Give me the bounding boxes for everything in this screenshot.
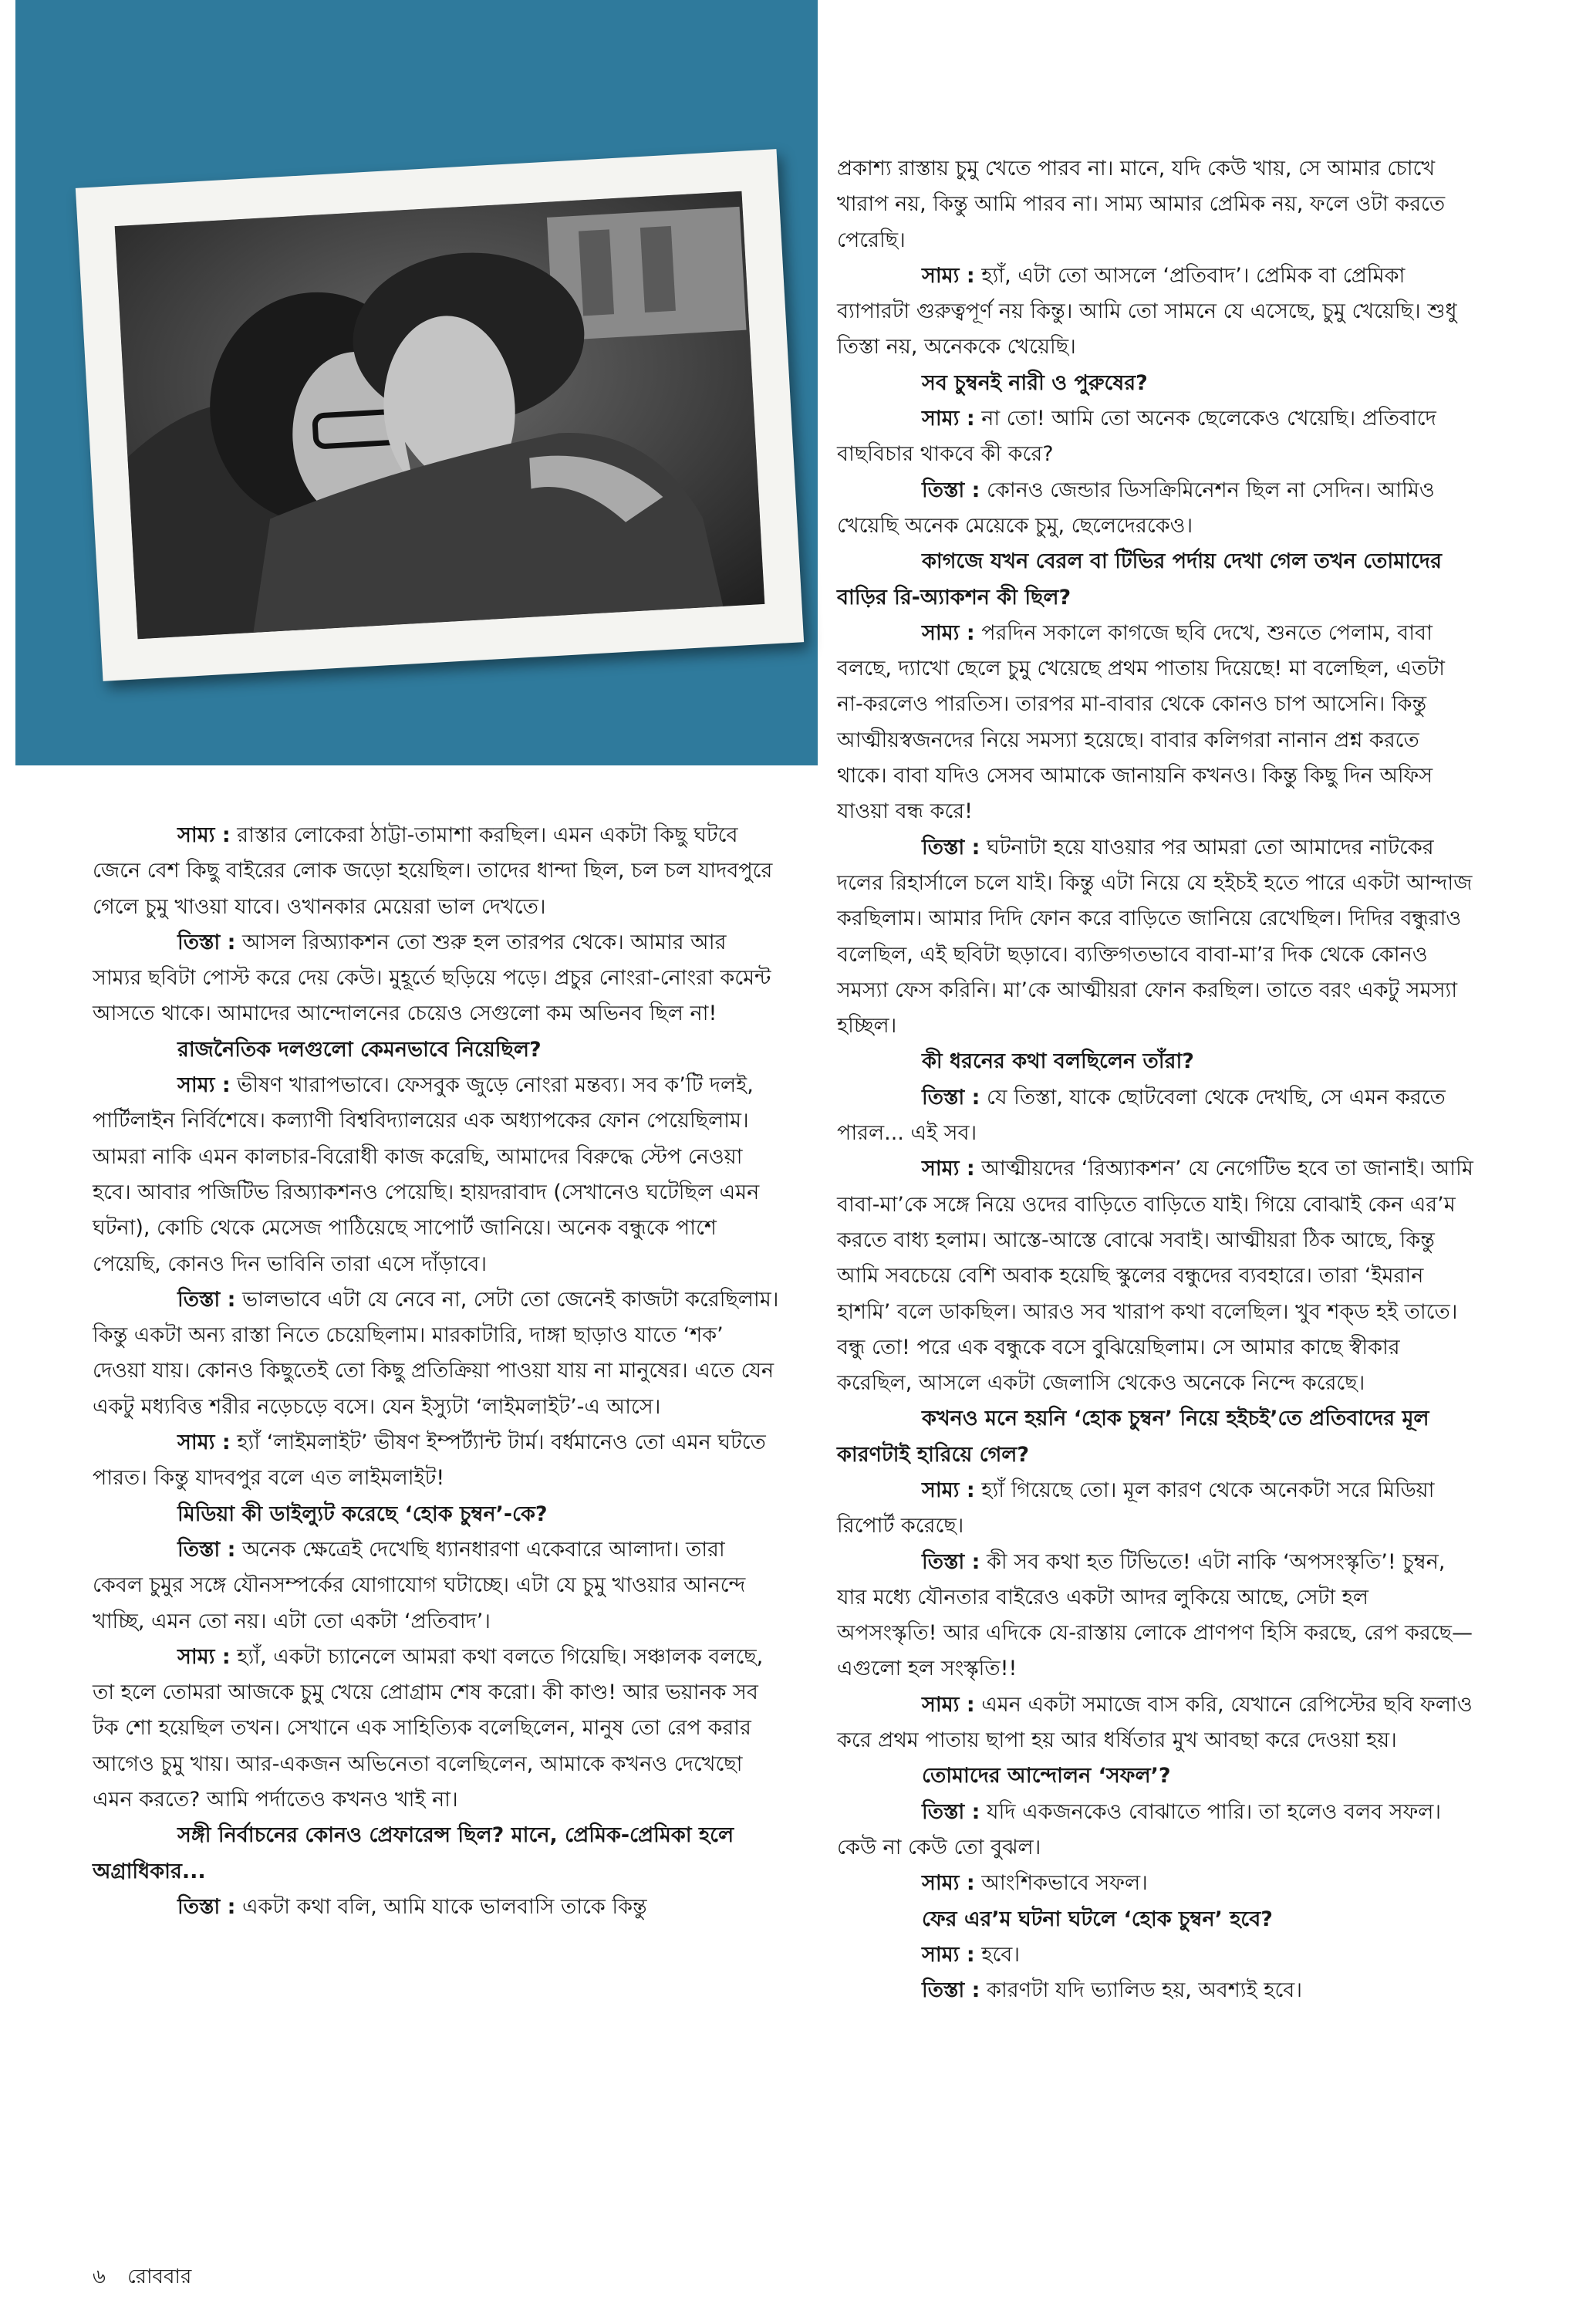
answer-text: রাস্তার লোকেরা ঠাট্টা-তামাশা করছিল। এমন একটা কিছু ঘটবে জেনে বেশ কিছু বাইরের লোক জড়ো হয়েছিল। তাদের ধান্দা ছিল, চল চল যাদবপুরে গেলে চুমু খাওয়া যাবে। ওখানকার মেয়েরা ভাল দেখতে। <box>93 823 773 919</box>
answer-text: প্রকাশ্য রাস্তায় চুমু খেতে পারব না। মানে, যদি কেউ খায়, সে আমার চোখে খারাপ নয়, কিন্তু আমি পারব না। সাম্য আমার প্রেমিক নয়, ফলে ওটা করতে পেরেছি। <box>837 157 1446 252</box>
speaker-name: তিস্তা : <box>177 930 236 954</box>
speaker-name: সাম্য : <box>922 620 975 645</box>
interview-question <box>837 1044 1473 1079</box>
interview-answer <box>837 151 1473 258</box>
speaker-name: সাম্য : <box>177 1073 231 1098</box>
answer-text: হবে। <box>974 1942 1020 1967</box>
interview-answer <box>93 1640 779 1818</box>
speaker-name: সাম্য : <box>922 1942 975 1967</box>
answer-text: আংশিকভাবে সফল। <box>974 1871 1148 1896</box>
speaker-name: তিস্তা : <box>177 1894 236 1919</box>
speaker-name: তিস্তা : <box>177 1537 236 1562</box>
question-text: তোমাদের আন্দোলন ‘সফল’? <box>922 1764 1171 1789</box>
answer-text: যদি একজনকেও বোঝাতে পারি। তা হলেও বলব সফল। কেউ না কেউ তো বুঝল। <box>837 1799 1442 1860</box>
question-text: ফের এর’ম ঘটনা ঘটলে ‘হোক চুম্বন’ হবে? <box>922 1907 1273 1931</box>
interview-answer <box>837 401 1473 473</box>
speaker-name: তিস্তা : <box>922 1549 980 1574</box>
question-text: কাগজে যখন বেরল বা টিভির পর্দায় দেখা গেল তখন তোমাদের বাড়ির রি-অ্যাকশন কী ছিল? <box>837 549 1442 610</box>
interview-question <box>93 1032 779 1068</box>
answer-text: হ্যাঁ, একটা চ্যানেলে আমরা কথা বলতে গিয়েছি। সঞ্চালক বলছে, তা হলে তোমরা আজকে চুমু খেয়ে প্রোগ্রাম শেষ করো। কী কাণ্ড! আর ভয়ানক সব টক শো হয়েছিল তখন। সেখানে এক সাহিত্যিক বলেছিলেন, মানুষ তো রেপ করার আগেও চুমু খায়। আর-একজন অভিনেতা বলেছিলেন, আমাকে কখনও দেখেছো এমন করতে? আমি পর্দাতেও কখনও খাই না। <box>93 1644 764 1812</box>
answer-text: কী সব কথা হত টিভিতে! এটা নাকি ‘অপসংস্কৃতি’! চুম্বন, যার মধ্যে যৌনতার বাইরেও একটা আদর লুকিয়ে আছে, সেটা হল অপসংস্কৃতি! আর এদিকে যে-রাস্তায় লোকে প্রাণপণ হিসি করছে, রেপ করছে—এগুলো হল সংস্কৃতি!! <box>837 1549 1473 1681</box>
question-text: মিডিয়া কী ডাইল্যুট করেছে ‘হোক চুম্বন’-কে? <box>177 1501 548 1526</box>
interview-answer <box>93 1068 779 1282</box>
answer-text: কারণটা যদি ভ্যালিড হয়, অবশ্যই হবে। <box>980 1978 1302 2003</box>
interview-answer <box>837 473 1473 545</box>
speaker-name: সাম্য : <box>177 1431 231 1455</box>
interview-answer <box>93 1282 779 1425</box>
answer-text: আত্মীয়দের ‘রিঅ্যাকশন’ যে নেগেটিভ হবে তা জানাই। আমি বাবা-মা’কে সঙ্গে নিয়ে ওদের বাড়িতে বাড়িতে যাই। গিয়ে বোঝাই কেন এর’ম করতে বাধ্য হলাম। আস্তে-আস্তে বোঝে সবাই। আত্মীয়রা ঠিক আছে, কিন্তু আমি সবচেয়ে বেশি অবাক হয়েছি স্কুলের বন্ধুদের ব্যবহারে। তারা ‘ইমরান হাশমি’ বলে ডাকছিল। আরও সব খারাপ কথা বলেছিল। খুব শক্‌ড হই তাতে। বন্ধু তো! পরে এক বন্ধুকে বসে বুঝিয়েছিলাম। সে আমার কাছে স্বীকার করেছিল, আসলে একটা জেলাসি থেকেও অনেকে নিন্দে করেছে। <box>837 1157 1473 1396</box>
interview-answer <box>93 925 779 1032</box>
speaker-name: তিস্তা : <box>922 1085 980 1110</box>
magazine-name: রোববার <box>127 2265 192 2289</box>
speaker-name: সাম্য : <box>922 263 975 288</box>
answer-text: হ্যাঁ, এটা তো আসলে ‘প্রতিবাদ’। প্রেমিক বা প্রেমিকা ব্যাপারটা গুরুত্বপূর্ণ নয় কিন্তু। আমি তো সামনে যে এসেছে, চুমু খেয়েছি। শুধু তিস্তা নয়, অনেককে খেয়েছি। <box>837 263 1457 360</box>
speaker-name: সাম্য : <box>922 1871 975 1896</box>
speaker-name: সাম্য : <box>922 1692 975 1717</box>
question-text: কখনও মনে হয়নি ‘হোক চুম্বন’ নিয়ে হইচই’তে প্রতিবাদের মূল কারণটাই হারিয়ে গেল? <box>837 1407 1429 1467</box>
photo-illustration-icon <box>115 191 765 640</box>
interview-answer <box>837 1545 1473 1687</box>
speaker-name: তিস্তা : <box>922 835 980 860</box>
interview-answer <box>93 818 779 925</box>
answer-text: অনেক ক্ষেত্রেই দেখেছি ধ্যানধারণা একেবারে আলাদা। তারা কেবল চুমুর সঙ্গে যৌনসম্পর্কের যোগাযোগ ঘটাচ্ছে। এটা যে চুমু খাওয়ার আনন্দে খাচ্ছি, এমন তো নয়। এটা তো একটা ‘প্রতিবাদ’। <box>93 1537 746 1633</box>
answer-text: কোনও জেন্ডার ডিসক্রিমিনেশন ছিল না সেদিন। আমিও খেয়েছি অনেক মেয়েকে চুমু, ছেলেদেরকেও। <box>837 478 1435 538</box>
speaker-name: তিস্তা : <box>177 1287 236 1312</box>
photo-frame <box>76 149 804 681</box>
answer-text: একটা কথা বলি, আমি যাকে ভালবাসি তাকে কিন্তু <box>235 1894 647 1919</box>
speaker-name: তিস্তা : <box>922 1978 980 2003</box>
question-text: সব চুম্বনই নারী ও পুরুষের? <box>922 370 1148 395</box>
interview-answer <box>93 1425 779 1497</box>
answer-text: আসল রিঅ্যাকশন তো শুরু হল তারপর থেকে। আমার আর সাম্যর ছবিটা পোস্ট করে দেয় কেউ। মুহূর্তে ছড়িয়ে পড়ে। প্রচুর নোংরা-নোংরা কমেন্ট আসতে থাকে। আমাদের আন্দোলনের চেয়েও সেগুলো কম অভিনব ছিল না! <box>93 930 771 1026</box>
question-text: কী ধরনের কথা বলছিলেন তাঁরা? <box>922 1049 1194 1074</box>
answer-text: যে তিস্তা, যাকে ছোটবেলা থেকে দেখছি, সে এমন করতে পারল... এই সব। <box>837 1085 1446 1146</box>
interview-answer <box>837 1687 1473 1759</box>
speaker-name: সাম্য : <box>177 823 231 847</box>
interview-answer <box>837 1473 1473 1545</box>
speaker-name: সাম্য : <box>922 1478 975 1502</box>
answer-text: না তো! আমি তো অনেক ছেলেকেও খেয়েছি। প্রতিবাদে বাছবিচার থাকবে কী করে? <box>837 407 1436 467</box>
answer-text: ভীষণ খারাপভাবে। ফেসবুক জুড়ে নোংরা মন্তব্য। সব ক’টি দলই, পার্টিলাইন নির্বিশেষে। কল্যাণী বিশ্ববিদ্যালয়ের এক অধ্যাপকের ফোন পেয়েছিলাম। আমরা নাকি এমন কালচার-বিরোধী কাজ করেছি, আমাদের বিরুদ্ধে স্টেপ নেওয়া হবে। আবার পজিটিভ রিঅ্যাকশনও পেয়েছি। হায়দরাবাদ (সেখানেও ঘটেছিল এমন ঘটনা), কোচি থেকে মেসেজ পাঠিয়েছে সাপোর্ট জানিয়ে। অনেক বন্ধুকে পাশে পেয়েছি, কোনও দিন ভাবিনি তারা এসে দাঁড়াবে। <box>93 1073 760 1276</box>
interview-question <box>837 1758 1473 1794</box>
interview-answer <box>837 1151 1473 1401</box>
interview-question <box>837 366 1473 401</box>
answer-text: হ্যাঁ গিয়েছে তো। মূল কারণ থেকে অনেকটা সরে মিডিয়া রিপোর্ট করেছে। <box>837 1478 1435 1539</box>
speaker-name: তিস্তা : <box>922 478 980 502</box>
interview-answer <box>93 1890 779 1925</box>
answer-text: ঘটনাটা হয়ে যাওয়ার পর আমরা তো আমাদের নাটকের দলের রিহার্সালে চলে যাই। কিন্তু এটা নিয়ে যে হইচই হতে পারে একটা আন্দাজ করছিলাম। আমার দিদি ফোন করে বাড়িতে জানিয়ে রেখেছিল। দিদির বন্ধুরাও বলেছিল, এই ছবিটা ছড়াবে। ব্যক্তিগতভাবে বাবা-মা’র দিক থেকে কোনও সমস্যা ফেস করিনি। মা’কে আত্মীয়রা ফোন করছিল। তাতে বরং একটু সমস্যা হচ্ছিল। <box>837 835 1473 1039</box>
interview-question <box>93 1818 779 1890</box>
interview-question <box>837 1902 1473 1937</box>
interview-answer <box>837 616 1473 830</box>
speaker-name: সাম্য : <box>922 1157 975 1181</box>
interview-answer <box>837 1937 1473 1973</box>
interview-answer <box>837 1973 1473 2008</box>
interview-answer <box>93 1532 779 1640</box>
kiss-photo <box>115 191 765 640</box>
interview-answer <box>837 830 1473 1045</box>
interview-answer <box>837 258 1473 366</box>
page-number: ৬ <box>93 2265 106 2289</box>
page-footer <box>93 2261 207 2295</box>
interview-question <box>837 544 1473 616</box>
interview-answer <box>837 1795 1473 1866</box>
interview-answer <box>837 1866 1473 1901</box>
question-text: সঙ্গী নির্বাচনের কোনও প্রেফারেন্স ছিল? মানে, প্রেমিক-প্রেমিকা হলে অগ্রাধিকার... <box>93 1823 734 1883</box>
interview-question <box>93 1497 779 1532</box>
speaker-name: সাম্য : <box>177 1644 231 1669</box>
speaker-name: সাম্য : <box>922 407 975 431</box>
interview-answer <box>837 1080 1473 1152</box>
question-text: রাজনৈতিক দলগুলো কেমনভাবে নিয়েছিল? <box>177 1037 542 1062</box>
speaker-name: তিস্তা : <box>922 1799 980 1824</box>
right-column-text <box>837 151 1473 2008</box>
answer-text: এমন একটা সমাজে বাস করি, যেখানে রেপিস্টের ছবি ফলাও করে প্রথম পাতায় ছাপা হয় আর ধর্ষিতার মুখ আবছা করে দেওয়া হয়। <box>837 1692 1473 1753</box>
left-column-text <box>93 818 779 1925</box>
interview-question <box>837 1401 1473 1473</box>
answer-text: পরদিন সকালে কাগজে ছবি দেখে, শুনতে পেলাম, বাবা বলছে, দ্যাখো ছেলে চুমু খেয়েছে প্রথম পাতায় দিয়েছে! মা বলেছিল, এতটা না-করলেও পারতিস। তারপর মা-বাবার থেকে কোনও চাপ আসেনি। কিন্তু আত্মীয়স্বজনদের নিয়ে সমস্যা হয়েছে। বাবার কলিগরা নানান প্রশ্ন করতে থাকে। বাবা যদিও সেসব আমাকে জানায়নি কখনও। কিন্তু কিছু দিন অফিস যাওয়া বন্ধ করে! <box>837 620 1445 824</box>
answer-text: ভালভাবে এটা যে নেবে না, সেটা তো জেনেই কাজটা করেছিলাম। কিন্তু একটা অন্য রাস্তা নিতে চেয়েছিলাম। মারকাটারি, দাঙ্গা ছাড়াও যাতে ‘শক’ দেওয়া যায়। কোনও কিছুতেই তো কিছু প্রতিক্রিয়া পাওয়া যায় না মানুষের। এতে যেন একটু মধ্যবিত্ত শরীর নড়েচড়ে বসে। যেন ইস্যুটা ‘লাইমলাইট’-এ আসে। <box>93 1287 779 1419</box>
answer-text: হ্যাঁ ‘লাইমলাইট’ ভীষণ ইম্পর্ট্যান্ট টার্ম। বর্ধমানেও তো এমন ঘটতে পারত। কিন্তু যাদবপুর বলে এত লাইমলাইট! <box>93 1431 766 1491</box>
